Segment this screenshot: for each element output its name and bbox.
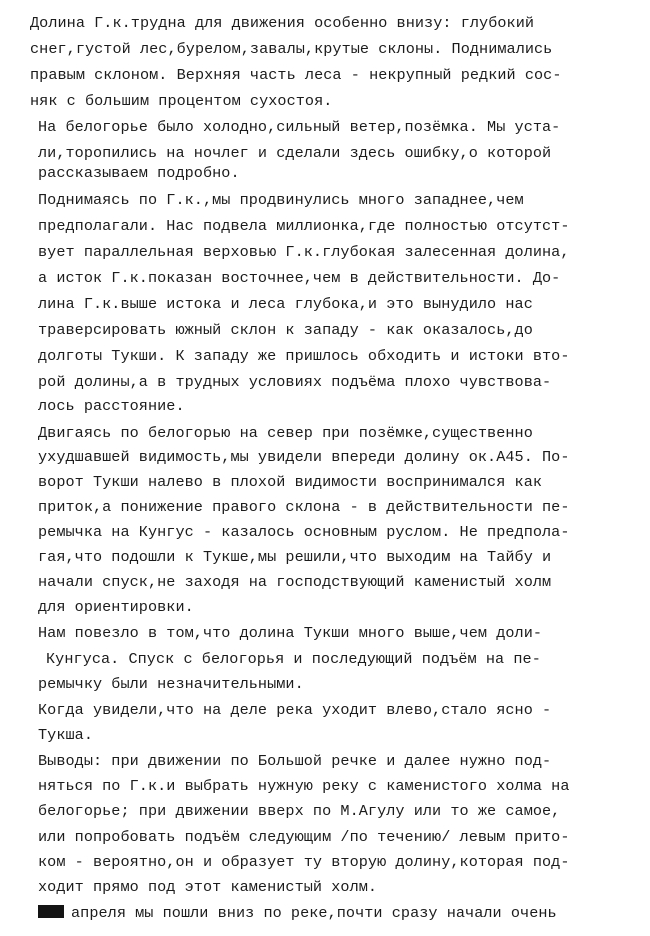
text-line: рассказываем подробно. bbox=[38, 164, 240, 182]
text-line: Поднимаясь по Г.к.,мы продвинулись много западнее,чем bbox=[38, 191, 524, 209]
text-line: для ориентировки. bbox=[38, 598, 194, 616]
text-line bbox=[38, 904, 557, 922]
text-line: На белогорье было холодно,сильный ветер,позёмка. Мы уста- bbox=[38, 118, 561, 136]
text-line: Долина Г.к.трудна для движения особенно внизу: глубокий bbox=[30, 14, 535, 32]
text-line: траверсировать южный склон к западу - как оказалось,до bbox=[38, 321, 533, 339]
text-line: Кунгуса. Спуск с белогорья и последующий подъём на пе- bbox=[46, 650, 541, 668]
text-line: ком - вероятно,он и образует ту вторую долину,которая под- bbox=[38, 853, 570, 871]
text-line: Выводы: при движении по Большой речке и далее нужно под- bbox=[38, 752, 552, 770]
text-line: няться по Г.к.и выбрать нужную реку с каменистого холма на bbox=[38, 777, 570, 795]
text-line: снег,густой лес,бурелом,завалы,крутые склоны. Поднимались bbox=[30, 40, 553, 58]
text-line: начали спуск,не заходя на господствующий каменистый холм bbox=[38, 573, 552, 591]
text-line: приток,а понижение правого склона - в действительности пе- bbox=[38, 498, 570, 516]
text-line: Двигаясь по белогорью на север при позёмке,существенно bbox=[38, 424, 533, 442]
text-line: правым склоном. Верхняя часть леса - некрупный редкий сос- bbox=[30, 66, 562, 84]
text-line: долготы Тукши. К западу же пришлось обходить и истоки вто- bbox=[38, 347, 570, 365]
text-line: Нам повезло в том,что долина Тукши много выше,чем доли- bbox=[38, 624, 543, 642]
text-line: няк с большим процентом сухостоя. bbox=[30, 92, 333, 110]
text-line: предполагали. Нас подвела миллионка,где полностью отсутст- bbox=[38, 217, 570, 235]
text-line: а исток Г.к.показан восточнее,чем в действительности. До- bbox=[38, 269, 561, 287]
text-line: Когда увидели,что на деле река уходит влево,стало ясно - bbox=[38, 701, 552, 719]
text-line: рой долины,а в трудных условиях подъёма плохо чувствова- bbox=[38, 373, 552, 391]
text-line: ворот Тукши налево в плохой видимости воспринимался как bbox=[38, 473, 543, 491]
text-line-content: апреля мы пошли вниз по реке,почти сразу начали очень bbox=[71, 904, 557, 922]
text-line: ли,торопились на ночлег и сделали здесь ошибку,о которой bbox=[38, 144, 552, 162]
text-line: белогорье; при движении вверх по М.Агулу или то же самое, bbox=[38, 802, 561, 820]
text-line: лина Г.к.выше истока и леса глубока,и это вынудило нас bbox=[38, 295, 533, 313]
text-line: гая,что подошли к Тукше,мы решили,что выходим на Тайбу и bbox=[38, 548, 552, 566]
redaction-block bbox=[38, 905, 64, 918]
text-line: ухудшавшей видимость,мы увидели впереди долину ок.А45. По- bbox=[38, 448, 570, 466]
text-line: ходит прямо под этот каменистый холм. bbox=[38, 878, 378, 896]
text-line: ремычку были незначительными. bbox=[38, 675, 304, 693]
text-line: ремычка на Кунгус - казалось основным руслом. Не предпола- bbox=[38, 523, 570, 541]
text-line: лось расстояние. bbox=[38, 397, 185, 415]
text-line: или попробовать подъём следующим /по течению/ левым прито- bbox=[38, 828, 570, 846]
text-line: Тукша. bbox=[38, 726, 93, 744]
text-line: вует параллельная верховью Г.к.глубокая залесенная долина, bbox=[38, 243, 570, 261]
